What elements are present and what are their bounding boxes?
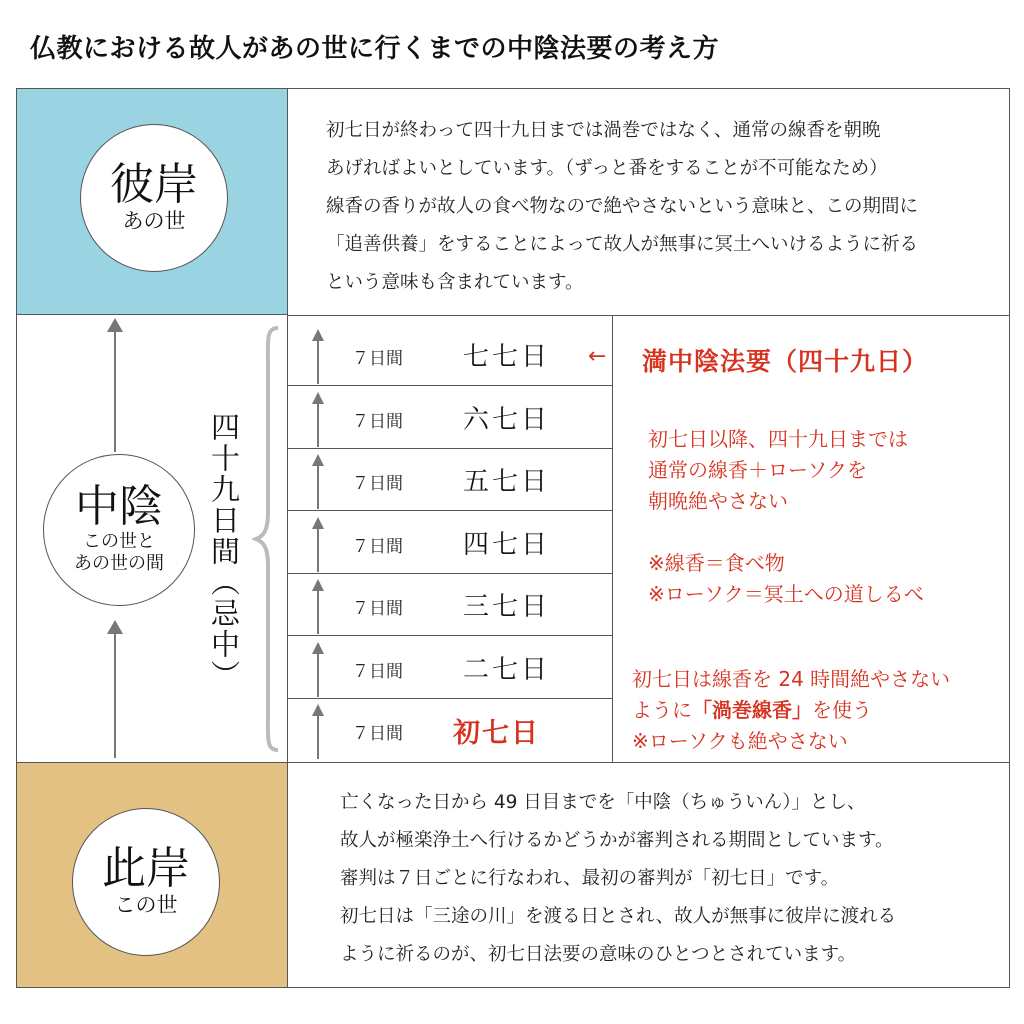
day-row — [288, 512, 613, 574]
higan-sub-label: あの世 — [122, 208, 186, 233]
period-label: 四十九日間（忌中） — [207, 412, 241, 691]
first-day-text: ように — [632, 698, 692, 722]
first-day-line: 初七日は線香を 24 時間絶やさない — [632, 667, 951, 691]
higan-circle — [80, 124, 228, 272]
day-row — [288, 699, 613, 761]
chuin-sub-label-1: この世と — [83, 530, 155, 552]
shigan-line: 審判は７日ごとに行なわれ、最初の審判が「初七日」です。 — [340, 868, 840, 889]
day-duration: ７日間 — [352, 474, 403, 494]
after-first-line: 通常の線香＋ローソクを — [648, 458, 867, 482]
up-arrow-icon — [310, 391, 326, 447]
day-row — [288, 574, 613, 636]
up-arrow-icon — [310, 578, 326, 634]
divider-bottom — [288, 762, 1009, 763]
page-title: 仏教における故人があの世に行くまでの中陰法要の考え方 — [30, 34, 720, 64]
higan-label: 彼岸 — [110, 158, 198, 210]
after-first-note — [648, 424, 908, 517]
up-arrow-icon — [310, 328, 326, 384]
shigan-label: 此岸 — [102, 842, 190, 894]
higan-line: 線香の香りが故人の食べ物なので絶やさないという意味と、この期間に — [326, 196, 919, 217]
chuin-circle — [43, 454, 195, 606]
shigan-description — [340, 784, 896, 974]
memorial-day-name: 初七日 — [453, 718, 540, 749]
shigan-sub-label: この世 — [114, 892, 178, 917]
memorial-day-name: 六七日 — [463, 404, 551, 435]
day-row — [288, 387, 613, 449]
curly-brace-icon — [252, 326, 282, 752]
incense-notes — [648, 548, 924, 610]
higan-line: 初七日が終わって四十九日までは渦巻ではなく、通常の線香を朝晩 — [326, 120, 881, 141]
chuin-sub-label-2: あの世の間 — [74, 553, 164, 575]
shigan-circle — [72, 808, 220, 956]
shigan-line: ように祈るのが、初七日法要の意味のひとつとされています。 — [340, 944, 857, 965]
day-row — [288, 637, 613, 699]
higan-line: あげればよいとしています。（ずっと番をすることが不可能なため） — [326, 158, 888, 179]
up-arrow-icon — [310, 641, 326, 697]
shigan-line: 亡くなった日から 49 日目までを「中陰（ちゅういん）」とし、 — [340, 792, 866, 813]
up-arrow-icon — [310, 516, 326, 572]
note-line: ※ローソク＝冥土への道しるべ — [648, 582, 924, 606]
left-arrow-icon: ← — [588, 344, 607, 369]
chuin-label: 中陰 — [75, 481, 163, 533]
first-day-line — [632, 695, 950, 726]
note-line: ※線香＝食べ物 — [648, 551, 785, 575]
memorial-day-name: 三七日 — [463, 592, 551, 622]
day-duration: ７日間 — [352, 349, 403, 369]
shigan-line: 初七日は「三途の川」を渡る日とされ、故人が無事に彼岸に渡れる — [340, 906, 897, 927]
memorial-day-name: 五七日 — [463, 467, 551, 497]
day-row — [288, 324, 613, 386]
shigan-line: 故人が極楽浄土へ行けるかどうかが審判される期間としています。 — [340, 830, 894, 851]
day-duration: ７日間 — [352, 536, 403, 557]
uzumaki-senko-label: 「渦巻線香」 — [692, 698, 812, 722]
higan-line: という意味も含まれています。 — [326, 272, 584, 293]
after-first-line: 初七日以降、四十九日までは — [648, 427, 908, 451]
day-duration: ７日間 — [352, 724, 403, 744]
first-day-note — [632, 664, 950, 757]
day-duration: ７日間 — [352, 661, 403, 682]
first-day-line: ※ローソクも絶やさない — [632, 729, 848, 753]
day-row — [288, 449, 613, 511]
after-first-line: 朝晩絶やさない — [648, 489, 788, 513]
higan-description — [326, 112, 918, 302]
memorial-day-name: 四七日 — [463, 529, 551, 560]
day-duration: ７日間 — [352, 411, 403, 432]
day-duration: ７日間 — [352, 599, 403, 619]
up-arrow-icon — [310, 453, 326, 509]
higan-line: 「追善供養」をすることによって故人が無事に冥土へいけるように祈る — [326, 234, 919, 255]
memorial-day-name: 七七日 — [463, 342, 551, 372]
memorial-day-name: 二七日 — [463, 654, 551, 685]
manchuin-label: 満中陰法要（四十九日） — [642, 347, 929, 376]
up-arrow-icon — [310, 703, 326, 759]
first-day-text: を使う — [812, 698, 872, 722]
